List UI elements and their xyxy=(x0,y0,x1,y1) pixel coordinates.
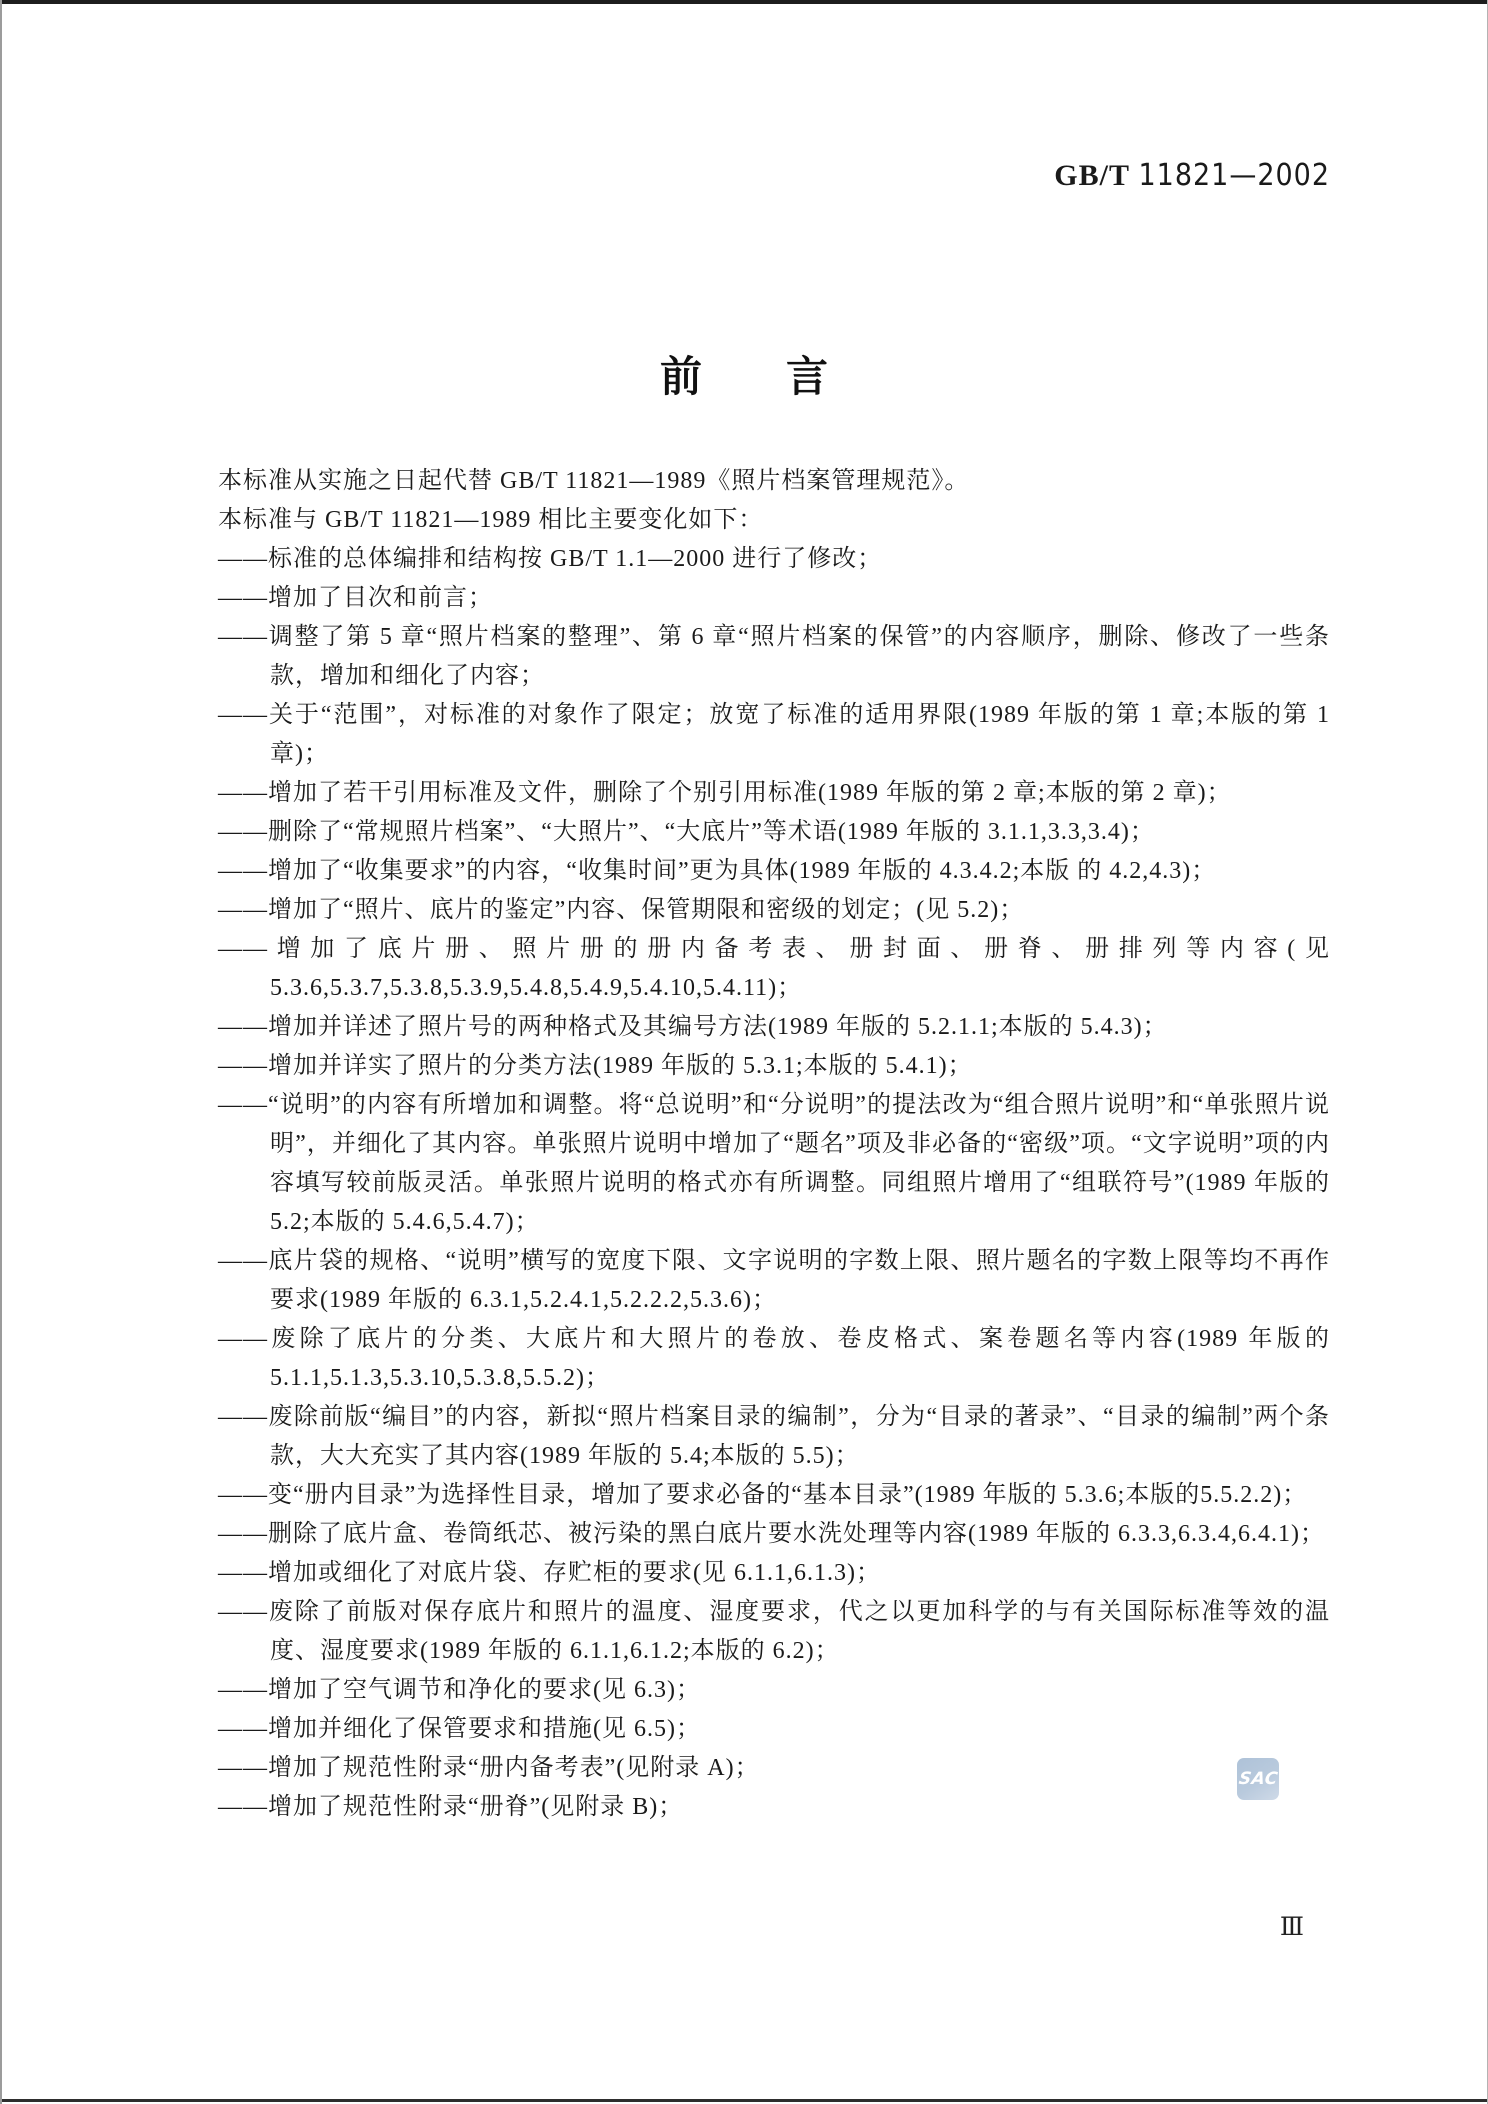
foreword-list-item: ——标准的总体编排和结构按 GB/T 1.1—2000 进行了修改； xyxy=(218,546,883,572)
foreword-list-item: ——增加了规范性附录“册内备考表”(见附录 A)； xyxy=(218,1755,760,1781)
foreword-list-item: ——增加并细化了保管要求和措施(见 6.5)； xyxy=(218,1716,701,1742)
foreword-list-item: ——增加了底片册、照片册的册内备考表、册封面、册脊、册排列等内容(见 5.3.6,5.3.7,5.3.8,5.3.9,5.4.8,5.4.9,5.4.10,5.4.11)； xyxy=(218,936,1330,1001)
foreword-list-item: ——删除了“常规照片档案”、“大照片”、“大底片”等术语(1989 年版的 3.1.1,3.3,3.4)； xyxy=(218,819,1155,845)
foreword-list-item: ——增加了规范性附录“册脊”(见附录 B)； xyxy=(218,1794,684,1820)
standard-number-header xyxy=(1054,158,1330,193)
foreword-list-item: ——增加了“照片、底片的鉴定”内容、保管期限和密级的划定；(见 5.2)； xyxy=(218,897,1025,923)
sac-logo-text: SAC xyxy=(1237,1769,1279,1789)
foreword-body xyxy=(218,462,1330,1827)
foreword-paragraph: 本标准从实施之日起代替 GB/T 11821—1989《照片档案管理规范》。 xyxy=(218,468,970,494)
foreword-list-item: ——删除了底片盒、卷筒纸芯、被污染的黑白底片要水洗处理等内容(1989 年版的 6.3.3,6.3.4,6.4.1)； xyxy=(218,1521,1325,1547)
foreword-list-item: ——“说明”的内容有所增加和调整。将“总说明”和“分说明”的提法改为“组合照片说明”和“单张照片说明”，并细化了其内容。单张照片说明中增加了“题名”项及非必备的“密级”项。“文字说明”项的内容填写较前版灵活。单张照片说明的格式亦有所调整。同组照片增用了“组联符号”(1989 年版的 5.2;本版的 5.4.6,5.4.7)； xyxy=(218,1092,1330,1235)
foreword-list-item: ——增加了若干引用标准及文件，删除了个别引用标准(1989 年版的第 2 章;本版的第 2 章)； xyxy=(218,780,1232,806)
foreword-list-item: ——增加了空气调节和净化的要求(见 6.3)； xyxy=(218,1677,701,1703)
page-title: 前 言 xyxy=(659,352,828,401)
foreword-list-item: ——关于“范围”，对标准的对象作了限定；放宽了标准的适用界限(1989 年版的第 1 章;本版的第 1 章)； xyxy=(218,702,1330,767)
standard-prefix: GB/T xyxy=(1054,159,1130,192)
foreword-paragraph: 本标准与 GB/T 11821—1989 相比主要变化如下： xyxy=(218,507,764,533)
foreword-list-item: ——增加了目次和前言； xyxy=(218,585,493,611)
foreword-list-item: ——废除了底片的分类、大底片和大照片的卷放、卷皮格式、案卷题名等内容(1989 年版的 5.1.1,5.1.3,5.3.10,5.3.8,5.5.2)； xyxy=(218,1326,1330,1391)
standard-code: 11821—2002 xyxy=(1138,158,1330,193)
foreword-list-item: ——变“册内目录”为选择性目录，增加了要求必备的“基本目录”(1989 年版的 5.3.6;本版的5.5.2.2)； xyxy=(218,1482,1308,1508)
foreword-list-item: ——增加了“收集要求”的内容，“收集时间”更为具体(1989 年版的 4.3.4.2;本版 的 4.2,4.3)； xyxy=(218,858,1217,884)
scan-edge-left xyxy=(0,0,2,2104)
foreword-list-item: ——增加并详述了照片号的两种格式及其编号方法(1989 年版的 5.2.1.1;本版的 5.4.3)； xyxy=(218,1014,1168,1040)
foreword-list-item: ——调整了第 5 章“照片档案的整理”、第 6 章“照片档案的保管”的内容顺序，删除、修改了一些条款，增加和细化了内容； xyxy=(218,624,1330,689)
page-number: Ⅲ xyxy=(1279,1914,1304,1941)
foreword-list-item: ——增加并详实了照片的分类方法(1989 年版的 5.3.1;本版的 5.4.1)； xyxy=(218,1053,973,1079)
scan-edge-bottom xyxy=(0,2099,1488,2102)
foreword-list-item: ——底片袋的规格、“说明”横写的宽度下限、文字说明的字数上限、照片题名的字数上限等均不再作要求(1989 年版的 6.3.1,5.2.4.1,5.2.2.2,5.3.6)； xyxy=(218,1248,1330,1313)
foreword-list-item: ——废除前版“编目”的内容，新拟“照片档案目录的编制”，分为“目录的著录”、“目录的编制”两个条款，大大充实了其内容(1989 年版的 5.4;本版的 5.5)； xyxy=(218,1404,1330,1469)
foreword-list-item: ——废除了前版对保存底片和照片的温度、湿度要求，代之以更加科学的与有关国际标准等效的温度、湿度要求(1989 年版的 6.1.1,6.1.2;本版的 6.2)； xyxy=(218,1599,1330,1664)
scan-edge-top xyxy=(0,0,1488,4)
foreword-list-item: ——增加或细化了对底片袋、存贮柜的要求(见 6.1.1,6.1.3)； xyxy=(218,1560,881,1586)
